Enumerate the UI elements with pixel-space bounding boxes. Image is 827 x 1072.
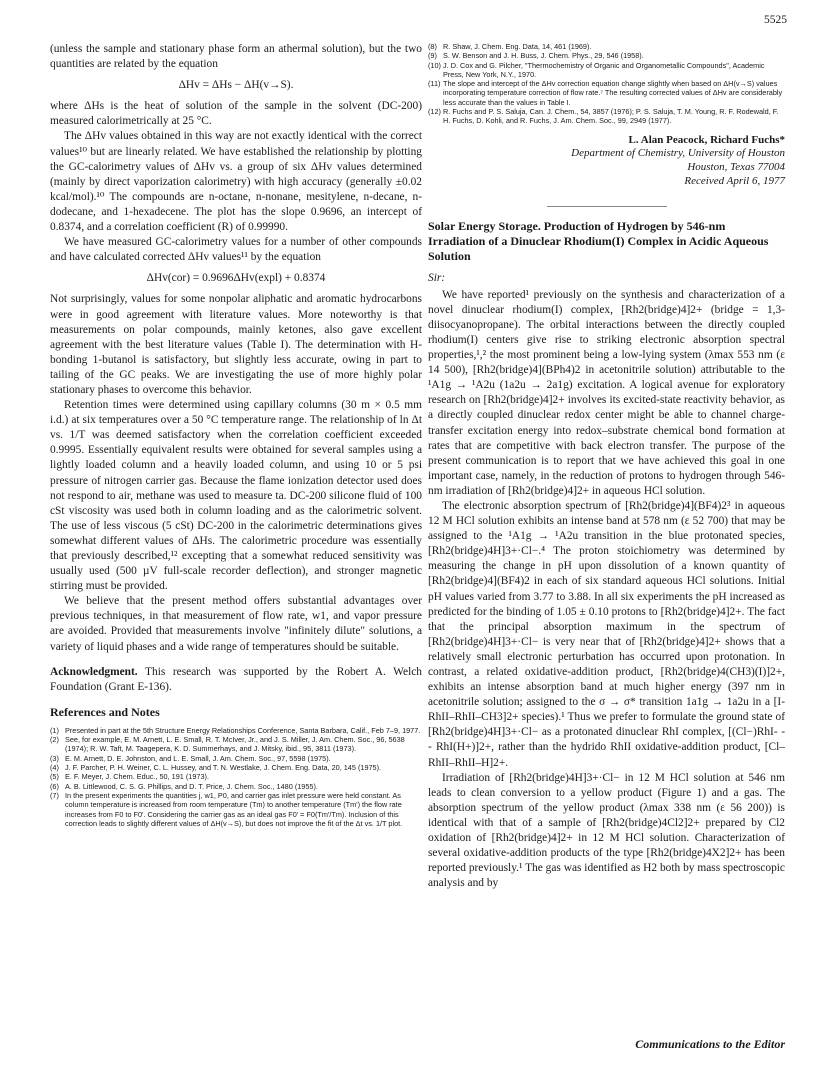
reference-item xyxy=(428,51,785,60)
reference-item xyxy=(428,42,785,51)
reference-text: A. B. Littlewood, C. S. G. Phillips, and D. T. Price, J. Chem. Soc., 1480 (1955). xyxy=(65,781,318,791)
reference-number: (3) xyxy=(50,753,59,763)
reference-item xyxy=(50,791,422,828)
paragraph: The electronic absorption spectrum of [Rh2(bridge)4](BF4)2³ in aqueous 12 M HCl solution exhibits an intense band at 578 nm (ε 52 700) that may be assigned to the ¹A1g → ¹A2u transition in the blue protonated species, [Rh2(bridge)4H]3+·Cl−.⁴ The proton stoichiometry was determined by measuring the change in pH upon dissolution of a known quantity of [Rh2(bridge)4](BF4)2 in each of six standard aqueous HCl solutions. Initial pH values varied from 3.77 to 3.88. In all six experiments the pH increased as predicted for the binding of 1.05 ± 0.10 protons to [Rh2(bridge)4]2+. The fact that the principal absorption maximum in the spectrum of [Rh2(bridge)4H]3+·Cl− is very near that of [Rh2(bridge)4]2+ shows that a relatively small electronic perturbation has occurred upon protonation. In contrast, a related oxidative-addition product, [Rh2(bridge)4(CH3)(I)]2+, exhibits an intense absorption band at much higher energy (397 nm in acetonitrile solution; assigned to the σ → σ* transition 1a1g → 1a2u in a [I-RhII–RhII–CH3]2+ species).¹ Thus we prefer to formulate the ground state of [Rh2(bridge)4H]3+·Cl− as a protonated dinuclear RhI complex, [(Cl−)RhI- - - RhI(H+)]2+, rather than the hydrido RhII oxidative-addition product, [Cl–RhII–RhII–H]2+. xyxy=(428,499,785,769)
reference-text: J. D. Cox and G. Pilcher, "Thermochemistry of Organic and Organometallic Compounds", Academic Press, New York, N.Y., 1970. xyxy=(443,60,765,79)
reference-text: E. F. Meyer, J. Chem. Educ., 50, 191 (1973). xyxy=(65,772,209,782)
reference-item xyxy=(50,772,422,781)
salutation: Sir: xyxy=(428,271,446,284)
paragraph: We believe that the present method offers substantial advantages over previous techniques, in that measurement of flow rate, w1, and vapor pressure are avoided. Provided that measurements involve "infinitely dilute" solutions, a variety of liquid phases and a wide range of temperatures should be suitable. xyxy=(50,595,422,653)
reference-number: (10) xyxy=(428,60,441,70)
acknowledgment-text: This research was supported by the Robert A. Welch Foundation (Grant E-136). xyxy=(50,665,422,693)
journal-section-footer: Communications to the Editor xyxy=(635,1037,785,1051)
reference-text: The slope and intercept of the ΔHv correction equation change slightly when based on ΔH(v→S) values incorporating temperature correction of flow rate.⁷ The resulting corrected values of ΔHv are considerably less accurate than the values in Table I. xyxy=(443,79,783,107)
reference-item xyxy=(50,782,422,791)
reference-number: (2) xyxy=(50,735,59,745)
reference-number: (7) xyxy=(50,790,59,800)
right-column xyxy=(428,42,785,891)
reference-item xyxy=(50,763,422,772)
reference-item xyxy=(50,726,422,735)
paragraph: (unless the sample and stationary phase form an athermal solution), but the two quantities are related by the equation xyxy=(50,43,422,71)
reference-item xyxy=(428,79,785,107)
reference-text: S. W. Benson and J. H. Buss, J. Chem. Phys., 29, 546 (1958). xyxy=(443,51,644,61)
reference-text: R. Fuchs and P. S. Saluja, Can. J. Chem., 54, 3857 (1976); P. S. Saluja, T. M. Young, R. F. Rodewald, F. H. Fuchs, D. Kohli, and R. Fuchs, J. Am. Chem. Soc., 99, 2949 (1977). xyxy=(443,107,779,126)
paragraph: The ΔHv values obtained in this way are not exactly identical with the correct values¹⁰ but are linearly related. We have established the relationship by plotting the GC-calorimetry values of ΔHv vs. a group of six ΔHv values determined (mainly by direct vaporization calorimetry) with high accuracy (generally ±0.02 kcal/mol).¹⁰ The compounds are n-octane, n-nonane, mesitylene, n-decane, n-dodecane, and 1-hexadecene. The plot has the slope 0.9696, an intercept of 0.8374, and a correlation coefficient (R) of 0.99990. xyxy=(50,130,422,234)
equation-2: ΔHv(cor) = 0.9696ΔHv(expl) + 0.8374 xyxy=(146,272,326,285)
affiliation-address: Houston, Texas 77004 xyxy=(687,160,785,173)
references-heading: References and Notes xyxy=(50,704,160,719)
section-divider xyxy=(547,206,667,207)
reference-number: (9) xyxy=(428,51,437,61)
received-date: Received April 6, 1977 xyxy=(684,174,785,187)
reference-item xyxy=(428,61,785,80)
paragraph: We have measured GC-calorimetry values for a number of other compounds and have calculated corrected ΔHv values¹¹ by the equation xyxy=(50,236,422,264)
reference-text: E. M. Arnett, D. E. Johnston, and L. E. Small, J. Am. Chem. Soc., 97, 5598 (1975). xyxy=(65,753,331,763)
acknowledgment xyxy=(50,665,422,695)
reference-number: (4) xyxy=(50,763,59,773)
reference-item xyxy=(50,754,422,763)
article-title: Solar Energy Storage. Production of Hydrogen by 546-nm Irradiation of a Dinuclear Rhodium(I) Complex in Acidic Aqueous Solution xyxy=(428,218,769,263)
paragraph: Irradiation of [Rh2(bridge)4H]3+·Cl− in 12 M HCl solution at 546 nm leads to clean conversion to a yellow product (Figure 1) and a gas. The absorption spectrum of the yellow product (λmax 338 nm (ε 56 200)) is identical with that of a sample of [Rh2(bridge)4Cl2]2+ prepared by Cl2 oxidation of [Rh2(bridge)4]2+ in 12 M HCl solution. Characterization of several oxidative-addition products of the type [Rh2(bridge)4X2]2+ has been reported previously.¹ The gas was identified as H2 both by mass spectroscopic analysis and by xyxy=(428,771,785,890)
equation-1: ΔHv = ΔHs − ΔH(v→S). xyxy=(178,79,294,92)
page-number: 5525 xyxy=(764,14,787,26)
reference-text: See, for example, E. M. Arnett, L. E. Small, R. T. McIver, Jr., and J. S. Miller, J. Am. Chem. Soc., 96, 5638 (1974); R. W. Taft, M. Taagepera, K. D. Summerhays, and J. Mitsky, ibid., 95, 3811 (1973). xyxy=(65,735,405,754)
reference-number: (8) xyxy=(428,42,437,51)
reference-text: J. F. Parcher, P. H. Weiner, C. L. Hussey, and T. N. Westlake, J. Chem. Eng. Data, 20, 145 (1975). xyxy=(65,763,382,773)
paragraph: where ΔHs is the heat of solution of the sample in the solvent (DC-200) measured calorimetrically at 25 °C. xyxy=(50,100,422,128)
reference-number: (1) xyxy=(50,725,59,735)
reference-item xyxy=(428,107,785,126)
paragraph: We have reported¹ previously on the synthesis and characterization of a novel dinuclear rhodium(I) complex, [Rh2(bridge)4]2+ (bridge = 1,3-diisocyanopropane). The orbital interactions between the directly coupled rhodium(I) centers give rise to striking electronic absorption spectral properties,¹,² the most prominent being a low-lying system (λmax 553 nm (ε 14 500), [Rh2(bridge)4](BPh4)2 in acetonitrile solution) attributable to the ¹A1g → ¹A2u (1a2u → 2a1g) excitation. A logical avenue for exploratory research on [Rh2(bridge)4]2+ involves its excited-state reactivity behavior, as a directly coupled dinuclear redox center might be able to channel charge-transfer excitation energy into redox–substrate chemical bond formation at rates that are competitive with back electron transfer. The purpose of the present communication is to report that we have achieved this goal in one important case, namely, in the reduction of protons to hydrogen through 546-nm irradiation of [Rh2(bridge)4]2+ in aqueous HCl solution. xyxy=(428,288,785,497)
reference-text: R. Shaw, J. Chem. Eng. Data, 14, 461 (1969). xyxy=(443,42,592,51)
left-column xyxy=(50,42,422,828)
reference-number: (12) xyxy=(428,107,441,117)
reference-text: In the present experiments the quantities j, w1, P0, and carrier gas inlet pressure were held constant. As column temperature is increased from room temperature (Tm) to another temperature (Tm') the flow rate increases from F0 to F0'. Considering the carrier gas as an ideal gas F0' = F0(Tm'/Tm). Inclusion of this correction leads to slightly different values of ΔH(v→S), but does not improve the fit of the Δt vs. 1/T plot. xyxy=(65,790,403,828)
reference-number: (11) xyxy=(428,79,441,89)
affiliation: Department of Chemistry, University of Houston xyxy=(571,146,785,159)
reference-number: (6) xyxy=(50,781,59,791)
reference-number: (5) xyxy=(50,772,59,782)
paragraph: Retention times were determined using capillary columns (30 m × 0.5 mm i.d.) at six temperatures over a 50 °C temperature range. The relationship of ln Δt vs. 1/T was deemed satisfactory when the correlation coefficient exceeded 0.9995. Essentially equivalent results were obtained for several samples using a lightly loaded column and a heavily loaded column, and using 10 or 5 psi pressure of nitrogen carrier gas. Because the flame ionization detector used does not respond to air, methane was used to measure ta. DC-200 silicone fluid of 100 cSt viscosity was used both in column loading and as the calorimetric solvent. The use of less viscous (5 cSt) DC-200 in the calorimetric determinations gives somewhat different values of ΔHs. The calorimetric procedure was essentially that previously described,¹² excepting that a somewhat reduced sensitivity was usually used (500 µV full-scale recorder deflection), and stronger magnetic stirring must be provided. xyxy=(50,399,422,593)
reference-text: Presented in part at the 5th Structure Energy Relationships Conference, Santa Barbara, Calif., Feb 7–9, 1977. xyxy=(65,725,421,735)
reference-item xyxy=(50,735,422,754)
author-names: L. Alan Peacock, Richard Fuchs* xyxy=(628,133,785,146)
reference-list xyxy=(428,42,785,126)
acknowledgment-heading: Acknowledgment. xyxy=(50,665,138,678)
paragraph: Not surprisingly, values for some nonpolar aliphatic and aromatic hydrocarbons were in good agreement with literature values. More noteworthy is that measurements on polar compounds, mainly ketones, also gave excellent agreement with the best literature values (Table I). The determination with H-bonding 1-butanol is satisfactory, but slightly less accurate, owing in part to tailing of the GC peaks. We are investigating the use of more highly polar stationary phases to overcome this behavior. xyxy=(50,293,422,396)
reference-list xyxy=(50,726,422,828)
